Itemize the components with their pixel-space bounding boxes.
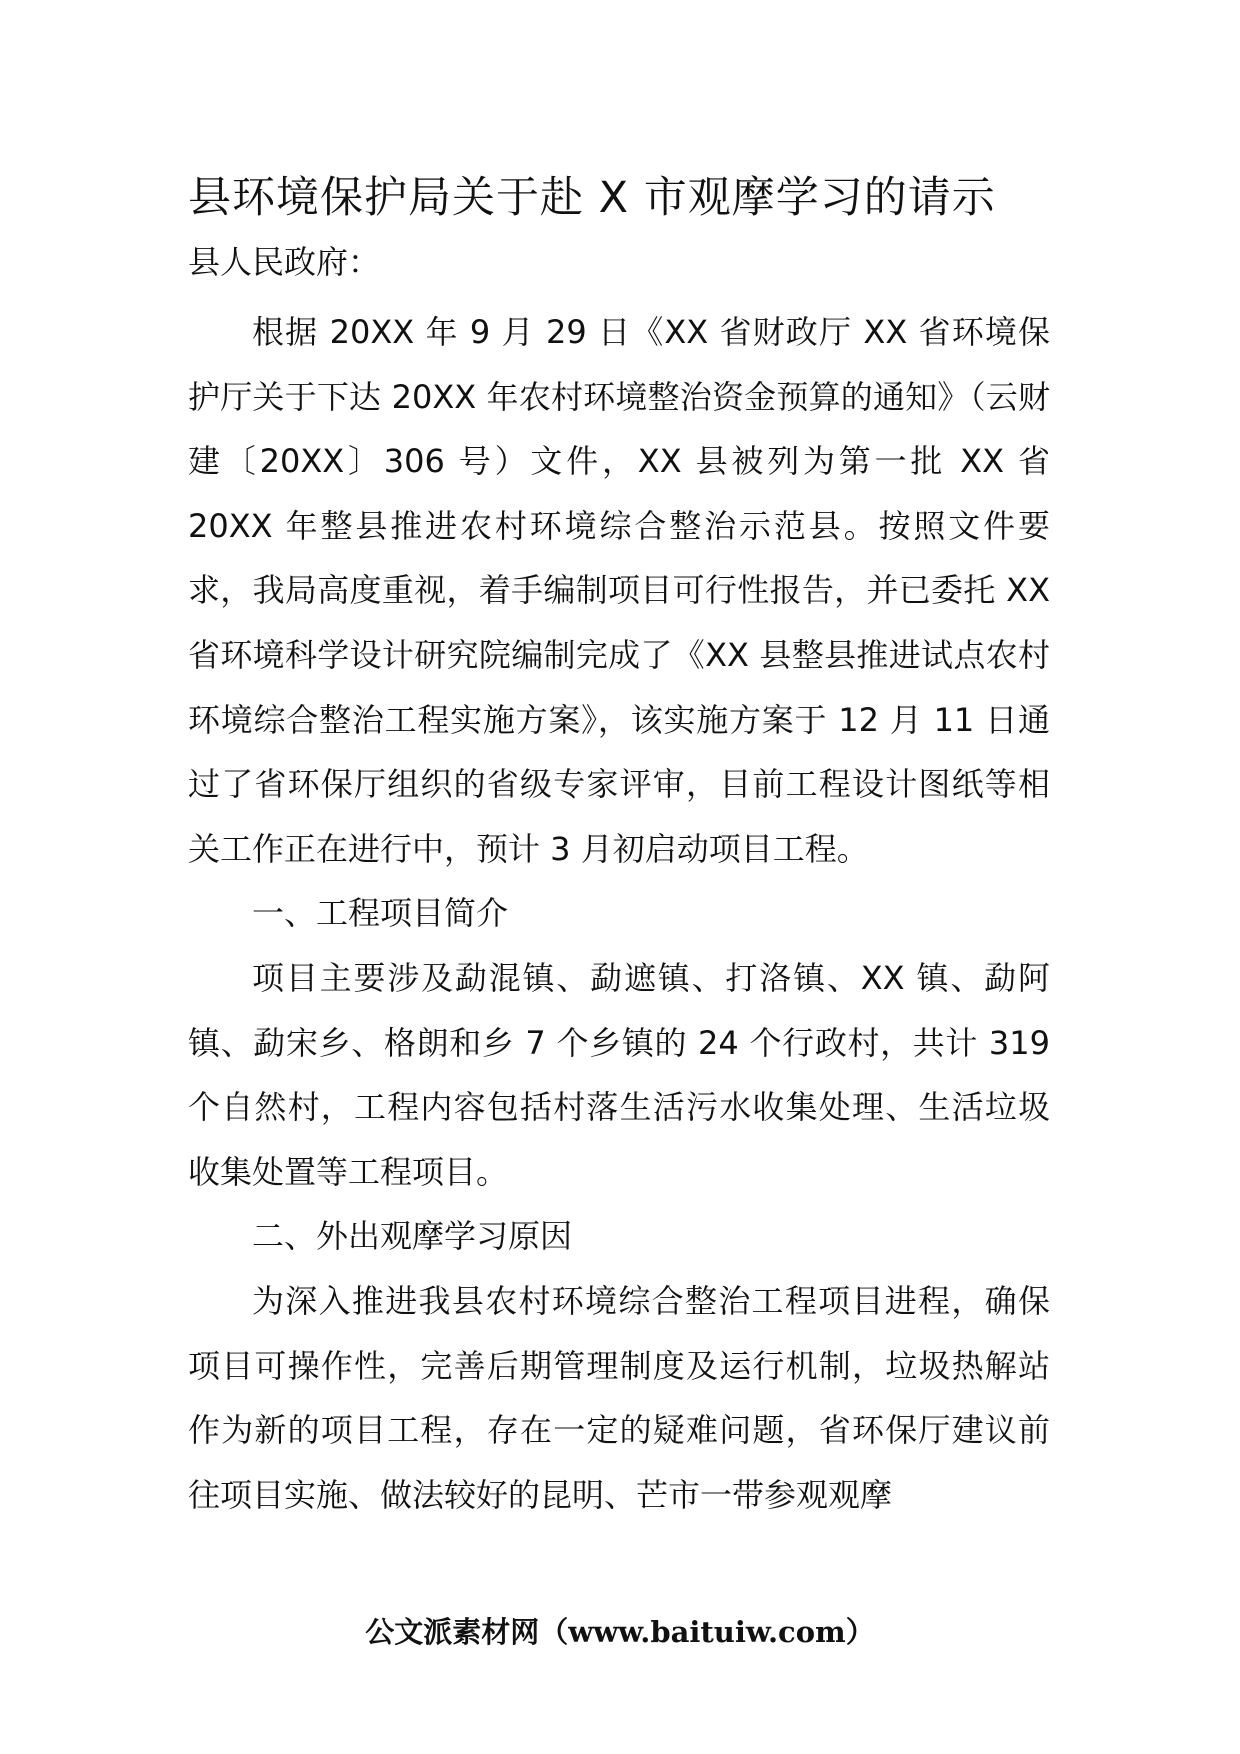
section-heading-project-intro: 一、工程项目简介 (252, 894, 509, 933)
document-title: 县环境保护局关于赴 X 市观摩学习的请示 (188, 173, 996, 223)
paragraph-project-intro: 项目主要涉及勐混镇、勐遮镇、打洛镇、XX 镇、勐阿镇、勐宋乡、格朗和乡 7 个乡镇的 24 个行政村，共计 319 个自然村，工程内容包括村落生活污水收集处理、生活垃圾收集处置等工程项目。 (188, 958, 1050, 1191)
paragraph-study-reason: 为深入推进我县农村环境综合整治工程项目进程，确保项目可操作性，完善后期管理制度及运行机制，垃圾热解站作为新的项目工程，存在一定的疑难问题，省环保厅建议前往项目实施、做法较好的昆明、芒市一带参观观摩 (188, 1281, 1050, 1514)
document-body (188, 300, 1050, 1527)
salutation: 县人民政府： (188, 243, 381, 281)
paragraph-background: 根据 20XX 年 9 月 29 日《XX 省财政厅 XX 省环境保护厅关于下达 20XX 年农村环境整治资金预算的通知》（云财建〔20XX〕306 号）文件，XX 县被列为第一批 XX 省 20XX 年整县推进农村环境综合整治示范县。按照文件要求，我局高度重视，着手编制项目可行性报告，并已委托 XX 省环境科学设计研究院编制完成了《XX 县整县推进试点农村环境综合整治工程实施方案》，该实施方案于 12 月 11 日通过了省环保厅组织的省级专家评审，目前工程设计图纸等相关工作正在进行中，预计 3 月初启动项目工程。 (188, 313, 1050, 868)
footer-watermark: 公文派素材网（www.baituiw.com） (365, 1615, 875, 1649)
section-heading-study-reason: 二、外出观摩学习原因 (252, 1217, 573, 1256)
